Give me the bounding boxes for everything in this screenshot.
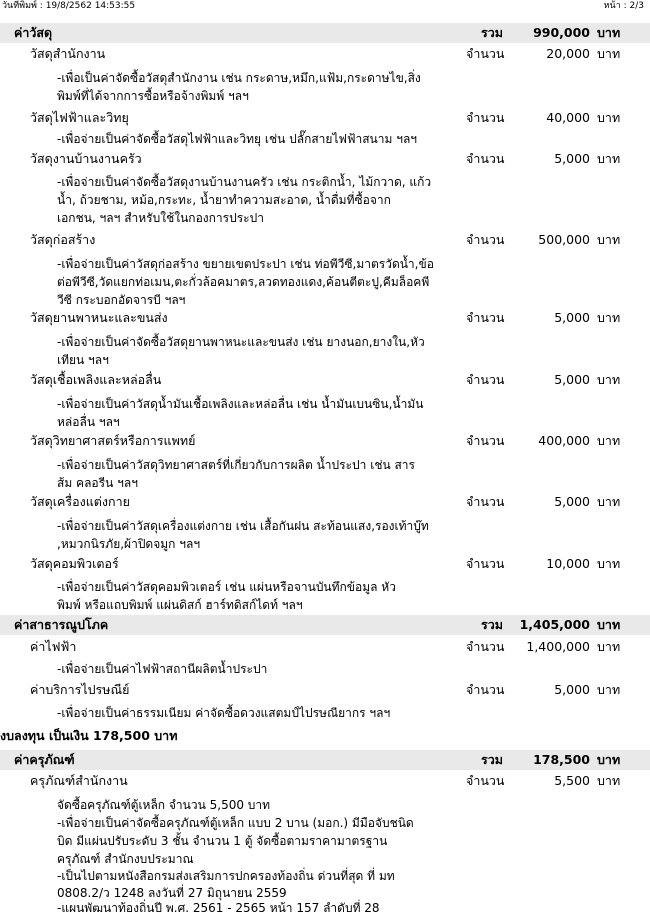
item-word: จำนวน [466, 110, 505, 125]
line-item [0, 309, 650, 329]
item-description: -เพื่อจ่ายเป็นค่าวัสดุคอมพิวเตอร์ เช่น แผ่นหรือจานบันทึกข้อมูล หัว [57, 580, 396, 594]
item-description: จัดซื้อครุภัณฑ์ตู้เหล็ก จำนวน 5,500 บาท [57, 798, 271, 812]
category-header-utilities [0, 615, 650, 635]
item-amount: 20,000 [546, 46, 590, 61]
item-description: เทียน ฯลฯ [57, 353, 109, 367]
item-amount: 5,000 [554, 494, 590, 509]
total-unit: บาท [597, 25, 621, 40]
line-item [0, 231, 650, 251]
item-label: วัสดุเชื้อเพลิงและหล่อลื่น [30, 372, 162, 387]
item-label: วัสดุก่อสร้าง [30, 232, 96, 247]
page-number: หน้า : 2/3 [603, 1, 644, 11]
item-amount: 5,500 [554, 773, 590, 788]
item-description: เอกชน, ฯลฯ สำหรับใช้ในกองการประปา [57, 211, 264, 225]
item-word: จำนวน [466, 433, 505, 448]
line-item [0, 493, 650, 513]
item-label: ค่าบริการไปรษณีย์ [30, 682, 130, 697]
item-description: -เพื่อจ่ายเป็นค่าธรรมเนียม ค่าจัดซื้อดวงแสตมป์ไปรษณียากร ฯลฯ [57, 706, 391, 720]
item-description: -เพื่อจ่ายเป็นค่าวัสดุก่อสร้าง ขยายเขตประปา เช่น ท่อพีวีซี,มาตรวัดน้ำ,ข้อ [57, 257, 434, 271]
item-label: วัสดุเครื่องแต่งกาย [30, 494, 130, 509]
item-amount: 40,000 [546, 110, 590, 125]
item-amount: 5,000 [554, 682, 590, 697]
category-title: ค่าครุภัณฑ์ [14, 752, 75, 767]
item-word: จำนวน [466, 372, 505, 387]
line-item [0, 432, 650, 452]
item-label: วัสดุสำนักงาน [30, 46, 106, 61]
item-label: วัสดุคอมพิวเตอร์ [30, 556, 119, 571]
item-description: พิมพ์ หรือแถบพิมพ์ แผ่นดิสก์ ฮาร์ทดิสก์ไดท์ ฯลฯ [57, 598, 303, 612]
item-description: ,หมวกนิรภัย,ผ้าปิดจมูก ฯลฯ [57, 537, 201, 551]
line-item [0, 772, 650, 792]
total-word: รวม [481, 617, 503, 632]
item-unit: บาท [597, 46, 621, 61]
category-header-materials [0, 23, 650, 43]
item-unit: บาท [597, 310, 621, 325]
line-item [0, 681, 650, 701]
item-label: วัสดุยานพาหนะและขนส่ง [30, 310, 168, 325]
category-title: ค่าสาธารณูปโภค [14, 617, 109, 632]
item-amount: 5,000 [554, 372, 590, 387]
item-unit: บาท [597, 556, 621, 571]
total-unit: บาท [597, 752, 621, 767]
total-amount: 990,000 [533, 25, 590, 40]
line-item [0, 150, 650, 170]
item-word: จำนวน [466, 556, 505, 571]
item-label: วัสดุวิทยาศาสตร์หรือการแพทย์ [30, 433, 196, 448]
item-description: -เป็นไปตามหนังสือกรมส่งเสริมการปกครองท้องถิ่น ด่วนที่สุด ที่ มท [57, 869, 395, 883]
total-word: รวม [481, 25, 503, 40]
line-item [0, 45, 650, 65]
item-description: ครุภัณฑ์ สำนักงบประมาณ [57, 852, 194, 866]
item-word: จำนวน [466, 682, 505, 697]
item-unit: บาท [597, 372, 621, 387]
category-title: ค่าวัสดุ [14, 25, 53, 40]
total-amount: 1,405,000 [519, 617, 590, 632]
total-amount: 178,500 [533, 752, 590, 767]
item-description: -เพื่อจ่ายเป็นค่าจัดซื้อวัสดุงานบ้านงานครัว เช่น กระติกน้ำ, ไม้กวาด, แก้ว [57, 175, 432, 189]
item-description: -เพื่อจ่ายเป็นค่าจัดซื้อวัสดุไฟฟ้าและวิทยุ เช่น ปลั๊กสายไฟฟ้าสนาม ฯลฯ [57, 132, 418, 146]
print-date: วันที่พิมพ์ : 19/8/2562 14:53:55 [2, 1, 136, 11]
item-description: 0808.2/ว 1248 ลงวันที่ 27 มิถุนายน 2559 [57, 886, 287, 900]
item-description: -เพื่อจ่ายเป็นค่าไฟฟ้าสถานีผลิตน้ำประปา [57, 662, 268, 676]
item-unit: บาท [597, 151, 621, 166]
item-amount: 5,000 [554, 310, 590, 325]
item-description: น้ำ, ถ้วยชาม, หม้อ,กระทะ, น้ำยาทำความสะอาด, น้ำดื่มที่ซื้อจาก [57, 193, 391, 207]
item-amount: 10,000 [546, 556, 590, 571]
item-word: จำนวน [466, 46, 505, 61]
item-description: -เพื่อจ่ายเป็นค่าวัสดุเครื่องแต่งกาย เช่น เสื้อกันฝน สะท้อนแสง,รองเท้าบู๊ท [57, 519, 429, 533]
item-word: จำนวน [466, 151, 505, 166]
item-amount: 500,000 [538, 232, 590, 247]
category-header-assets [0, 750, 650, 770]
item-unit: บาท [597, 494, 621, 509]
section-title: งบลงทุน เป็นเงิน 178,500 บาท [0, 728, 178, 743]
item-unit: บาท [597, 682, 621, 697]
item-description: วีซี กระบอกอัดจารบี ฯลฯ [57, 293, 186, 307]
line-item [0, 555, 650, 575]
item-word: จำนวน [466, 232, 505, 247]
item-label: วัสดุงานบ้านงานครัว [30, 151, 142, 166]
line-item [0, 109, 650, 129]
item-description: พิมพ์ที่ได้จากการซื้อหรือจ้างพิมพ์ ฯลฯ [57, 89, 249, 103]
line-item [0, 638, 650, 658]
item-description: -เพื่อเป็นค่าจัดซื้อวัสดุสำนักงาน เช่น กระดาษ,หมึก,แฟ้ม,กระดาษไข,สิ่ง [57, 71, 421, 85]
item-label: ครุภัณฑ์สำนักงาน [30, 773, 128, 788]
item-unit: บาท [597, 773, 621, 788]
item-word: จำนวน [466, 773, 505, 788]
item-description: -เพื่อจ่ายเป็นค่าจัดซื้อครุภัณฑ์ตู้เหล็ก แบบ 2 บาน (มอก.) มีมือจับชนิด [57, 816, 414, 830]
item-amount: 1,400,000 [526, 639, 590, 654]
item-description: ต่อพีวีซี,วัดแยกท่อเมน,ตะกั่วล้อคมาตร,ลวดทองแดง,ค้อนตีตะปู,คีมล็อคพี [57, 275, 430, 289]
item-description: -เพื่อจ่ายเป็นค่าจัดซื้อวัสดุยานพาหนะและขนส่ง เช่น ยางนอก,ยางใน,หัว [57, 335, 425, 349]
item-description: -แผนพัฒนาท้องถิ่นปี พ.ศ. 2561 - 2565 หน้า 157 ลำดับที่ 28 [57, 901, 380, 915]
item-word: จำนวน [466, 310, 505, 325]
item-word: จำนวน [466, 639, 505, 654]
item-description: -เพื่อจ่ายเป็นค่าวัสดุน้ำมันเชื้อเพลิงและหล่อลื่น เช่น น้ำมันเบนซิน,น้ำมัน [57, 397, 424, 411]
line-item [0, 371, 650, 391]
total-word: รวม [481, 752, 503, 767]
item-description: -เพื่อจ่ายเป็นค่าวัสดุวิทยาศาสตร์ที่เกี่ยวกับการผลิต น้ำประปา เช่น สาร [57, 458, 415, 472]
total-unit: บาท [597, 617, 621, 632]
item-amount: 400,000 [538, 433, 590, 448]
item-unit: บาท [597, 433, 621, 448]
item-description: หล่อลื่น ฯลฯ [57, 415, 120, 429]
item-amount: 5,000 [554, 151, 590, 166]
item-unit: บาท [597, 110, 621, 125]
item-description: ส้ม คลอรีน ฯลฯ [57, 476, 138, 490]
item-unit: บาท [597, 639, 621, 654]
item-label: วัสดุไฟฟ้าและวิทยุ [30, 110, 129, 125]
item-label: ค่าไฟฟ้า [30, 639, 77, 654]
item-unit: บาท [597, 232, 621, 247]
item-word: จำนวน [466, 494, 505, 509]
item-description: บิด มีแผ่นปรับระดับ 3 ชั้น จำนวน 1 ตู้ จัดซื้อตามราคามาตรฐาน [57, 834, 388, 848]
